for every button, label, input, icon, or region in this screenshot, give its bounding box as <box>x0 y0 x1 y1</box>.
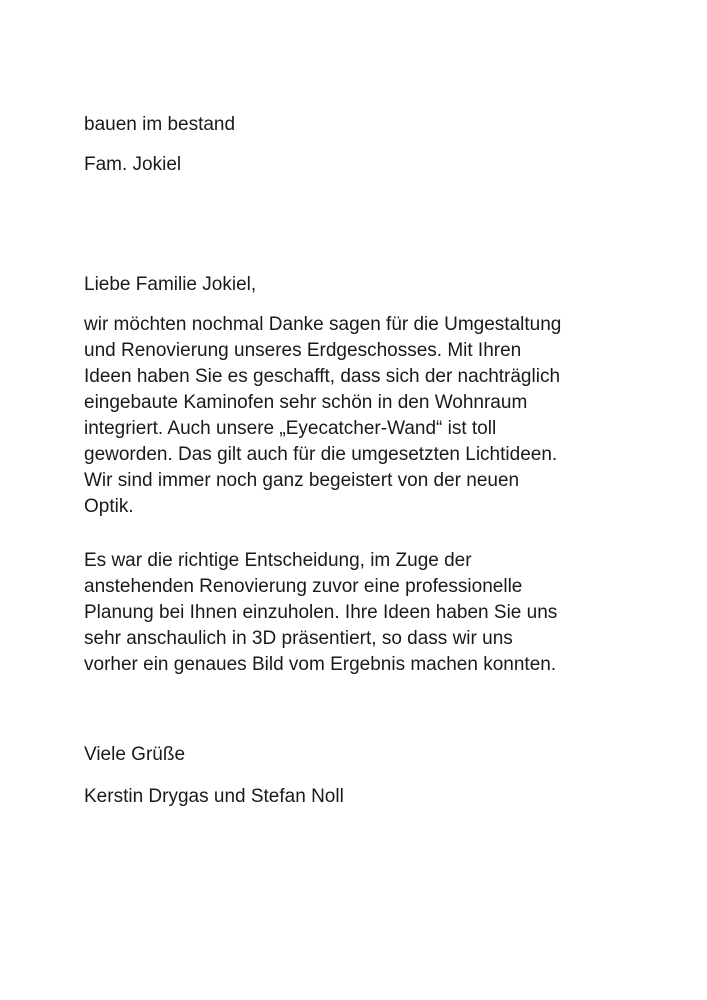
paragraph-line: eingebaute Kaminofen sehr schön in den Wohnraum <box>84 392 528 413</box>
paragraph-line: integriert. Auch unsere „Eyecatcher-Wand“ ist toll <box>84 418 497 439</box>
paragraph-line: und Renovierung unseres Erdgeschosses. Mit Ihren <box>84 340 522 361</box>
salutation: Liebe Familie Jokiel, <box>84 274 257 295</box>
recipient-company: bauen im bestand <box>84 114 236 135</box>
paragraph-line: wir möchten nochmal Danke sagen für die Umgestaltung <box>84 314 562 335</box>
paragraph-line: anstehenden Renovierung zuvor eine professionelle <box>84 576 523 597</box>
paragraph-line: Ideen haben Sie es geschafft, dass sich der nachträglich <box>84 366 561 387</box>
recipient-name: Fam. Jokiel <box>84 154 182 175</box>
paragraph-decision <box>84 548 557 678</box>
paragraph-line: geworden. Das gilt auch für die umgesetzten Lichtideen. <box>84 444 558 465</box>
paragraph-line: Es war die richtige Entscheidung, im Zuge der <box>84 550 472 571</box>
paragraph-line: Wir sind immer noch ganz begeistert von der neuen <box>84 470 520 491</box>
paragraph-line: Optik. <box>84 496 134 517</box>
signature: Kerstin Drygas und Stefan Noll <box>84 786 344 807</box>
paragraph-thanks <box>84 312 561 520</box>
paragraph-line: Planung bei Ihnen einzuholen. Ihre Ideen haben Sie uns <box>84 602 558 623</box>
paragraph-line: vorher ein genaues Bild vom Ergebnis machen konnten. <box>84 654 557 675</box>
closing: Viele Grüße <box>84 744 186 765</box>
paragraph-line: sehr anschaulich in 3D präsentiert, so dass wir uns <box>84 628 513 649</box>
